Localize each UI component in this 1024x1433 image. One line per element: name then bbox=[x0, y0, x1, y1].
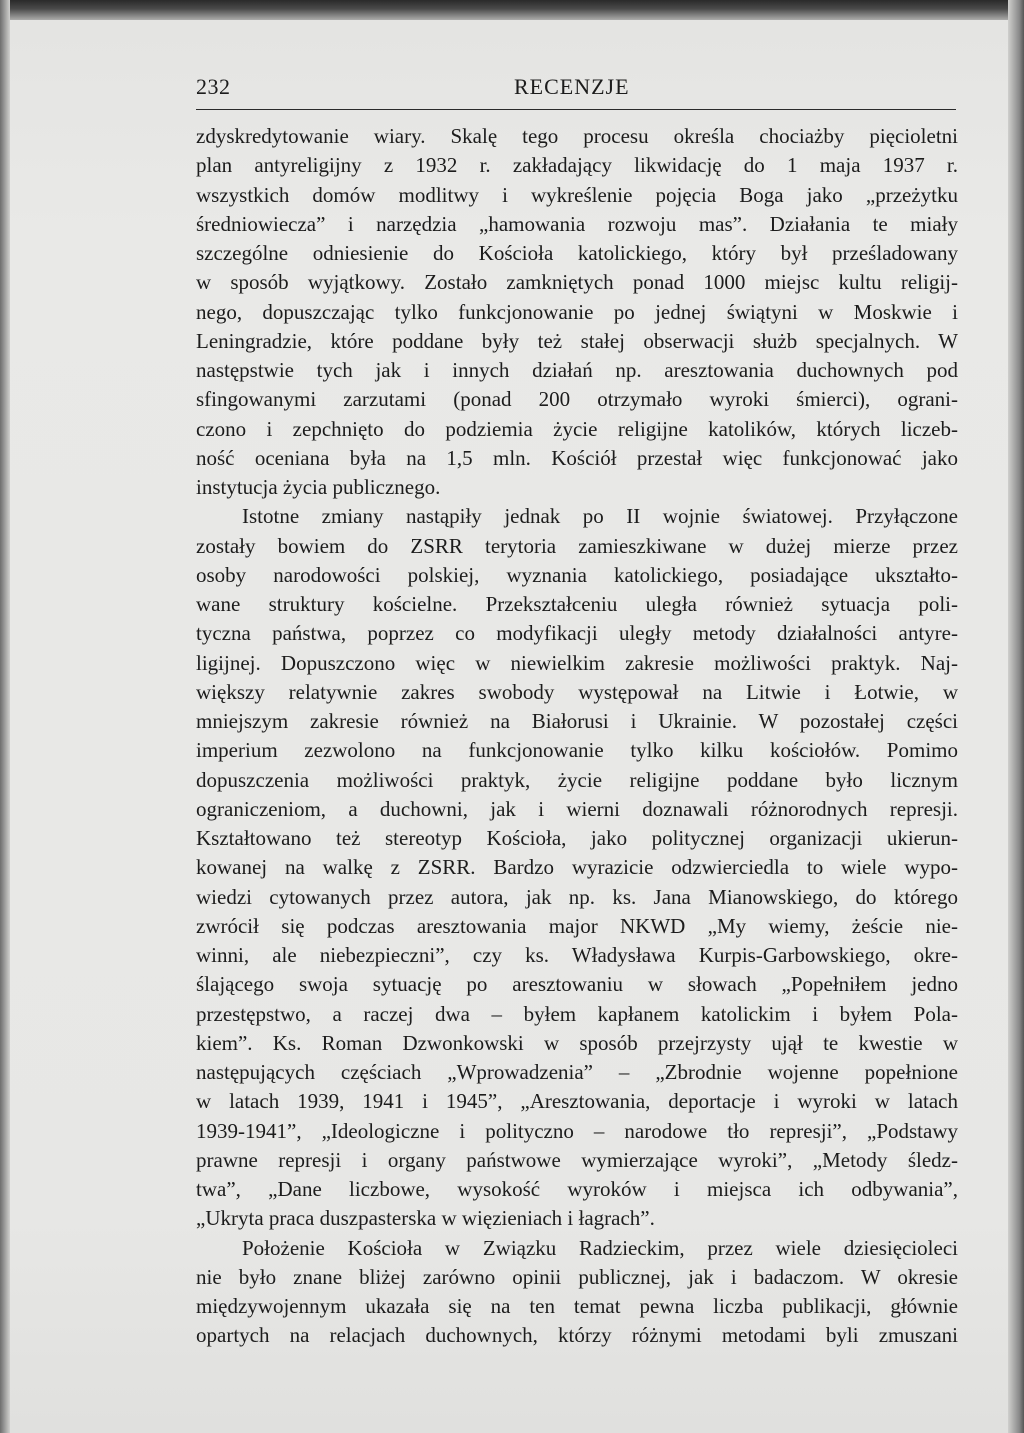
text-line: Kształtowano też stereotyp Kościoła, jako politycznej organizacji ukierun- bbox=[196, 826, 958, 850]
text-line: 1939-1941”, „Ideologiczne i polityczno – narodowe tło represji”, „Podstawy bbox=[196, 1118, 958, 1143]
text-line: ność oceniana była na 1,5 mln. Kościół przestał więc funkcjonować jako bbox=[196, 445, 958, 470]
text-line: kiem”. Ks. Roman Dzwonkowski w sposób przejrzysty ujął te kwestie w bbox=[196, 1030, 958, 1055]
body-text bbox=[196, 122, 958, 1351]
text-line: ślającego swoja sytuację po aresztowaniu w słowach „Popełniłem jedno bbox=[196, 972, 958, 997]
paragraph-first-line: Położenie Kościoła w Związku Radzieckim, przez wiele dziesięcioleci bbox=[242, 1235, 958, 1260]
page-number: 232 bbox=[196, 74, 231, 99]
text-line: średniowiecza” i narzędzia „hamowania rozwoju mas”. Działania te miały bbox=[196, 211, 958, 236]
text-line: większy relatywnie zakres swobody występował na Litwie i Łotwie, w bbox=[196, 679, 958, 704]
text-line: twa”, „Dane liczbowe, wysokość wyroków i miejsca ich odbywania”, bbox=[196, 1177, 958, 1201]
text-line: plan antyreligijny z 1932 r. zakładający likwidację do 1 maja 1937 r. bbox=[196, 153, 958, 178]
text-line: „Ukryta praca duszpasterska w więzieniach i łagrach”. bbox=[196, 1206, 655, 1231]
scan-left-edge bbox=[0, 0, 10, 1433]
text-line: następstwie tych jak i innych działań np. aresztowania duchownych pod bbox=[196, 358, 958, 382]
running-title: RECENZJE bbox=[514, 74, 630, 99]
text-line: mniejszym zakresie również na Białorusi i Ukrainie. W pozostałej części bbox=[196, 709, 958, 733]
text-line: zdyskredytowanie wiary. Skalę tego procesu określa chociażby pięcioletni bbox=[196, 124, 958, 148]
text-line: prawne represji i organy państwowe wymierzające wyroki”, „Metody śledz- bbox=[196, 1147, 958, 1172]
text-line: zostały bowiem do ZSRR terytoria zamieszkiwane w dużej mierze przez bbox=[196, 533, 958, 558]
text-line: wszystkich domów modlitwy i wykreślenie pojęcia Boga jako „przeżytku bbox=[196, 182, 958, 207]
text-line: tyczna państwa, poprzez co modyfikacji uległy metody działalności antyre- bbox=[196, 621, 958, 646]
text-line: nie było znane bliżej zarówno opinii publicznej, jak i badaczom. W okresie bbox=[196, 1264, 958, 1289]
text-line: winni, ale niebezpieczni”, czy ks. Władysława Kurpis-Garbowskiego, okre- bbox=[196, 943, 958, 967]
text-line: wane struktury kościelne. Przekształceniu uległa również sytuacja poli- bbox=[196, 592, 958, 616]
paragraph-first-line: Istotne zmiany nastąpiły jednak po II wojnie światowej. Przyłączone bbox=[242, 504, 958, 529]
text-line: nego, dopuszczając tylko funkcjonowanie po jednej świątyni w Moskwie i bbox=[196, 299, 958, 324]
text-line: Leningradzie, które poddane były też stałej obserwacji służb specjalnych. W bbox=[196, 328, 958, 353]
text-line: zwrócił się podczas aresztowania major NKWD „My wiemy, żeście nie- bbox=[196, 913, 958, 938]
text-line: sfingowanymi zarzutami (ponad 200 otrzymało wyroki śmierci), ograni- bbox=[196, 387, 958, 412]
header-rule bbox=[196, 109, 956, 110]
text-line: kowanej na walkę z ZSRR. Bardzo wyrazicie odzwierciedla to wiele wypo- bbox=[196, 855, 958, 880]
text-line: imperium zezwolono na funkcjonowanie tylko kilku kościołów. Pomimo bbox=[196, 738, 958, 763]
text-line: osoby narodowości polskiej, wyznania katolickiego, posiadające ukształto- bbox=[196, 562, 958, 587]
text-line: ligijnej. Dopuszczono więc w niewielkim zakresie możliwości praktyk. Naj- bbox=[196, 650, 958, 675]
text-line: ograniczeniom, a duchowni, jak i wierni doznawali różnorodnych represji. bbox=[196, 796, 958, 821]
text-line: następujących częściach „Wprowadzenia” – „Zbrodnie wojenne popełnione bbox=[196, 1060, 958, 1084]
text-line: czono i zepchnięto do podziemia życie religijne katolików, których liczeb- bbox=[196, 416, 958, 441]
text-line: szczególne odniesienie do Kościoła katolickiego, który był prześladowany bbox=[196, 241, 958, 265]
text-line: opartych na relacjach duchownych, którzy różnymi metodami byli zmuszani bbox=[196, 1323, 958, 1348]
text-line: w latach 1939, 1941 i 1945”, „Aresztowania, deportacje i wyroki w latach bbox=[196, 1089, 958, 1114]
text-line: instytucja życia publicznego. bbox=[196, 475, 441, 499]
running-header bbox=[186, 72, 959, 112]
text-line: przestępstwo, a raczej dwa – byłem kapłanem katolickim i byłem Pola- bbox=[196, 1001, 958, 1026]
text-line: w sposób wyjątkowy. Zostało zamkniętych ponad 1000 miejsc kultu religij- bbox=[196, 270, 958, 295]
scan-right-edge bbox=[1008, 0, 1024, 1433]
scan-top-shadow bbox=[0, 0, 1024, 22]
text-line: dopuszczenia możliwości praktyk, życie religijne poddane było licznym bbox=[196, 767, 958, 792]
text-line: wiedzi cytowanych przez autora, jak np. ks. Jana Mianowskiego, do którego bbox=[196, 884, 958, 909]
text-line: międzywojennym ukazała się na ten temat pewna liczba publikacji, głównie bbox=[196, 1294, 958, 1318]
